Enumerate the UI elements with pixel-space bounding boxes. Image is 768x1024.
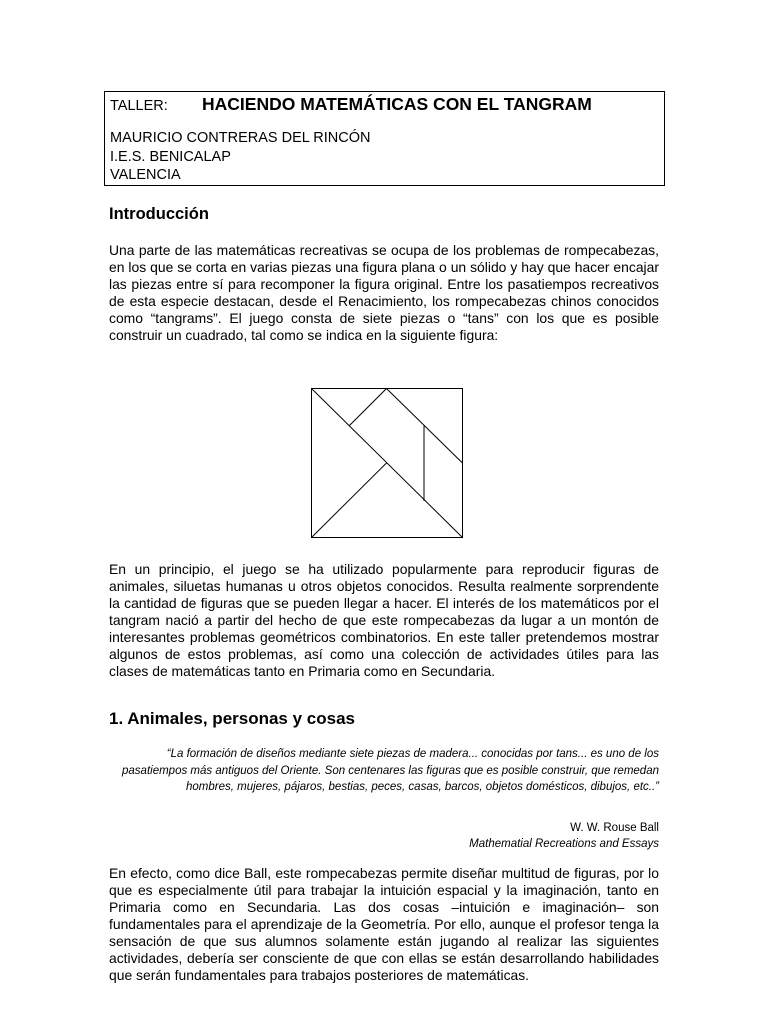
section-1-heading: 1. Animales, personas y cosas bbox=[109, 709, 355, 728]
tangram-top-left-edge bbox=[349, 389, 387, 427]
tangram-diagonal-half bbox=[312, 463, 387, 538]
city-name: VALENCIA bbox=[110, 167, 181, 183]
taller-label: TALLER: bbox=[110, 98, 168, 114]
school-name: I.E.S. BENICALAP bbox=[110, 148, 231, 165]
quote-author: W. W. Rouse Ball bbox=[570, 822, 659, 834]
tangram-figure bbox=[311, 388, 463, 538]
ball-quote: “La formación de diseños mediante siete piezas de madera... conocidas por tans... es uno de los pasatiempos más antiguos del Oriente. Son centenares las figuras que es posible construir, que remedan hombres, mujeres, pájaros, bestias, peces, casas, barcos, objetos domésticos, dibujos, etc..” bbox=[122, 748, 659, 793]
intro-heading: Introducción bbox=[109, 205, 209, 223]
quote-attribution bbox=[109, 820, 659, 852]
intro-paragraph-2: En un principio, el juego se ha utilizado popularmente para reproducir figuras de animales, siluetas humanas u otros objetos conocidos. Resulta realmente sorprendente la cantidad de figuras que se pueden llegar a hacer. El interés de los matemáticos por el tangram nació a partir del hecho de que este rompecabezas da lugar a un montón de interesantes problemas geométricos combinatorios. En este taller pretendemos mostrar algunos de estos problemas, así como una colección de actividades útiles para las clases de matemáticas tanto en Primaria como en Secundaria. bbox=[109, 561, 659, 679]
workshop-title: HACIENDO MATEMÁTICAS CON EL TANGRAM bbox=[202, 94, 592, 114]
section-1-paragraph-1: En efecto, como dice Ball, este rompecabezas permite diseñar multitud de figuras, por lo que es especialmente útil para trabajar la intuición espacial y la imaginación, tanto en Primaria como en Secundaria. Las dos cosas –intuición e imaginación– son fundamentales para el aprendizaje de la Geometría. Por ello, aunque el profesor tenga la sensación de que sus alumnos solamente están jugando al realizar las siguientes actividades, debería ser consciente de que con ellas se están desarrollando habilidades que serán fundamentales para trabajos posteriores de matemáticas. bbox=[109, 865, 659, 983]
quote-source: Mathematial Recreations and Essays bbox=[469, 838, 659, 850]
header-box bbox=[104, 91, 665, 186]
author-name: MAURICIO CONTRERAS DEL RINCÓN bbox=[110, 130, 371, 146]
header-title-line bbox=[110, 94, 664, 124]
header-info bbox=[110, 129, 664, 185]
intro-paragraph-1: Una parte de las matemáticas recreativas se ocupa de los problemas de rompecabezas, en los que se corta en varias piezas una figura plana o un sólido y hay que hacer encajar las piezas entre sí para recomponer la figura original. Entre los pasatiempos recreativos de esta especie destacan, desde el Renacimiento, los rompecabezas chinos conocidos como “tangrams”. El juego consta de siete piezas o “tans” con los que es posible construir un cuadrado, tal como se indica en la siguiente figura: bbox=[109, 242, 659, 343]
